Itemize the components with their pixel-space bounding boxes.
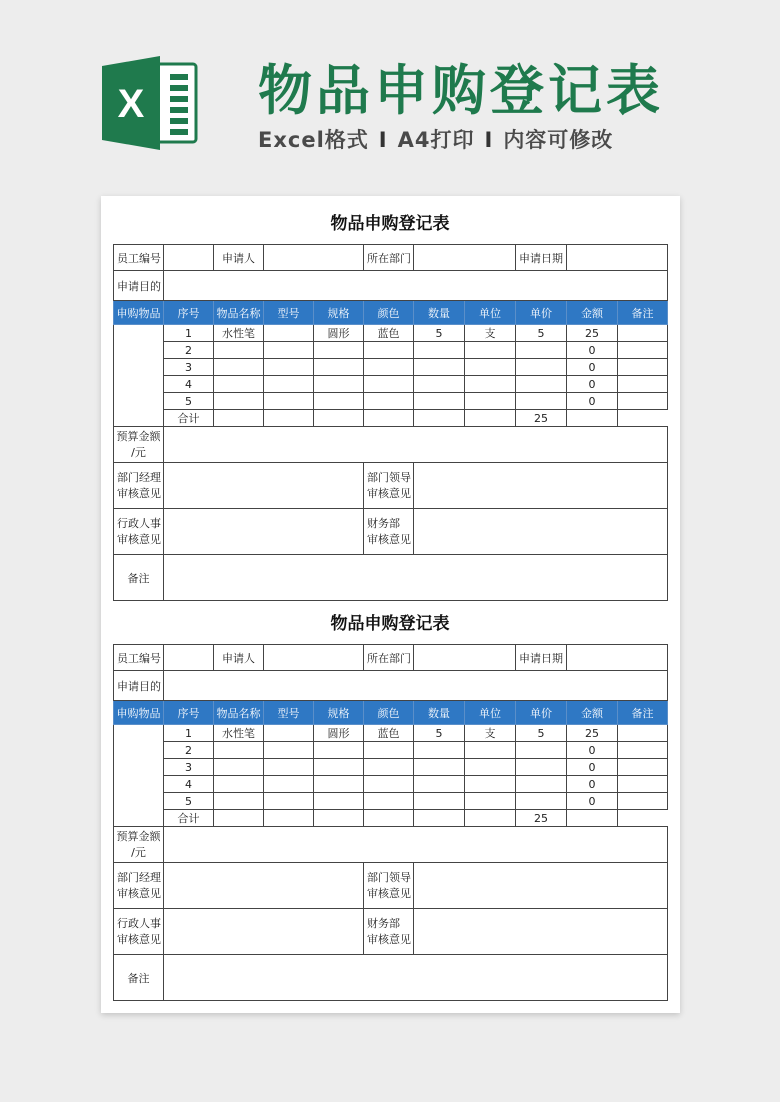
- dept-manager-opinion[interactable]: [164, 863, 364, 909]
- budget-label: 预算金额 /元: [114, 427, 164, 463]
- purpose-label: 申请目的: [114, 271, 164, 301]
- item-unit-cell[interactable]: [465, 393, 516, 410]
- department-field[interactable]: [414, 645, 516, 671]
- item-spec-cell[interactable]: [314, 776, 364, 793]
- apply-date-label: 申请日期: [516, 245, 567, 271]
- item-note-cell[interactable]: [618, 759, 668, 776]
- item-price-cell[interactable]: [516, 359, 567, 376]
- item-model-cell[interactable]: [264, 342, 314, 359]
- column-header: 规格: [314, 701, 364, 725]
- column-header: 序号: [164, 301, 214, 325]
- department-label: 所在部门: [364, 245, 414, 271]
- item-amount-cell: 0: [567, 359, 618, 376]
- item-amount-cell: 0: [567, 793, 618, 810]
- svg-text:X: X: [117, 82, 145, 126]
- item-note-cell[interactable]: [618, 393, 668, 410]
- total-amount: 25: [516, 810, 567, 827]
- total-row: [114, 410, 668, 427]
- item-qty-cell[interactable]: 5: [414, 325, 465, 342]
- column-header: 金额: [567, 301, 618, 325]
- item-spec-cell[interactable]: 圆形: [314, 725, 364, 742]
- item-qty-cell[interactable]: [414, 342, 465, 359]
- item-amount-cell: 0: [567, 759, 618, 776]
- remark-field[interactable]: [164, 555, 668, 601]
- table-row: [114, 376, 668, 393]
- items-label-spacer: [114, 325, 164, 427]
- form-copy-1: [113, 204, 667, 601]
- row-number: 3: [164, 359, 214, 376]
- item-unit-cell[interactable]: 支: [465, 725, 516, 742]
- item-unit-cell[interactable]: [465, 776, 516, 793]
- item-color-cell[interactable]: [364, 742, 414, 759]
- table-row: [114, 342, 668, 359]
- requisition-table: [113, 244, 668, 601]
- item-name-cell[interactable]: [214, 793, 264, 810]
- dept-leader-opinion[interactable]: [414, 463, 668, 509]
- item-model-cell[interactable]: [264, 325, 314, 342]
- column-header: 单价: [516, 701, 567, 725]
- remark-label: 备注: [114, 955, 164, 1001]
- item-color-cell[interactable]: 蓝色: [364, 325, 414, 342]
- item-spec-cell[interactable]: 圆形: [314, 325, 364, 342]
- total-row: [114, 810, 668, 827]
- subtitle: [258, 124, 678, 154]
- column-header: 金额: [567, 701, 618, 725]
- dept-manager-label: 部门经理 审核意见: [114, 463, 164, 509]
- item-qty-cell[interactable]: [414, 376, 465, 393]
- excel-icon: [100, 54, 200, 152]
- applicant-field[interactable]: [264, 245, 364, 271]
- column-header: 单价: [516, 301, 567, 325]
- item-note-cell[interactable]: [618, 776, 668, 793]
- items-label: 申购物品: [114, 301, 164, 325]
- item-name-cell[interactable]: [214, 759, 264, 776]
- finance-label: 财务部 审核意见: [364, 909, 414, 955]
- row-number: 4: [164, 776, 214, 793]
- item-name-cell[interactable]: 水性笔: [214, 325, 264, 342]
- item-name-cell[interactable]: [214, 342, 264, 359]
- finance-opinion[interactable]: [414, 909, 668, 955]
- item-amount-cell: 25: [567, 725, 618, 742]
- item-color-cell[interactable]: [364, 759, 414, 776]
- item-color-cell[interactable]: [364, 793, 414, 810]
- purpose-field[interactable]: [164, 271, 668, 301]
- column-header: 单位: [465, 301, 516, 325]
- dept-manager-opinion[interactable]: [164, 463, 364, 509]
- item-price-cell[interactable]: [516, 342, 567, 359]
- requisition-table: [113, 644, 668, 1001]
- item-color-cell[interactable]: [364, 776, 414, 793]
- item-price-cell[interactable]: [516, 393, 567, 410]
- admin-hr-opinion[interactable]: [164, 509, 364, 555]
- item-amount-cell: 0: [567, 393, 618, 410]
- column-header: 备注: [618, 701, 668, 725]
- remark-field[interactable]: [164, 955, 668, 1001]
- item-price-cell[interactable]: [516, 742, 567, 759]
- item-model-cell[interactable]: [264, 376, 314, 393]
- applicant-field[interactable]: [264, 645, 364, 671]
- total-label: 合计: [164, 810, 214, 827]
- item-model-cell[interactable]: [264, 776, 314, 793]
- table-row: [114, 725, 668, 742]
- item-qty-cell[interactable]: [414, 793, 465, 810]
- header: [0, 0, 780, 190]
- column-header: 数量: [414, 701, 465, 725]
- item-color-cell[interactable]: [364, 393, 414, 410]
- budget-label: 预算金额 /元: [114, 827, 164, 863]
- item-price-cell[interactable]: 5: [516, 325, 567, 342]
- item-model-cell[interactable]: [264, 793, 314, 810]
- item-amount-cell: 25: [567, 325, 618, 342]
- item-unit-cell[interactable]: [465, 359, 516, 376]
- row-number: 4: [164, 376, 214, 393]
- item-qty-cell[interactable]: [414, 759, 465, 776]
- row-number: 3: [164, 759, 214, 776]
- subtitle-separator: I: [378, 128, 388, 152]
- item-note-cell[interactable]: [618, 376, 668, 393]
- purpose-field[interactable]: [164, 671, 668, 701]
- item-amount-cell: 0: [567, 776, 618, 793]
- apply-date-field[interactable]: [567, 645, 668, 671]
- subtitle-format: Excel格式: [258, 128, 369, 152]
- item-name-cell[interactable]: [214, 376, 264, 393]
- applicant-label: 申请人: [214, 645, 264, 671]
- admin-hr-opinion[interactable]: [164, 909, 364, 955]
- department-field[interactable]: [414, 245, 516, 271]
- subtitle-print: A4打印: [397, 128, 475, 152]
- item-unit-cell[interactable]: [465, 342, 516, 359]
- subtitle-separator: I: [484, 128, 494, 152]
- employee-id-label: 员工编号: [114, 245, 164, 271]
- item-color-cell[interactable]: 蓝色: [364, 725, 414, 742]
- item-price-cell[interactable]: [516, 376, 567, 393]
- page-title: 物品申购登记表: [258, 59, 664, 122]
- item-color-cell[interactable]: [364, 376, 414, 393]
- items-label-spacer: [114, 725, 164, 827]
- item-qty-cell[interactable]: [414, 776, 465, 793]
- column-header: 单位: [465, 701, 516, 725]
- dept-manager-label: 部门经理 审核意见: [114, 863, 164, 909]
- form-title: 物品申购登记表: [330, 614, 450, 634]
- item-spec-cell[interactable]: [314, 359, 364, 376]
- item-unit-cell[interactable]: [465, 793, 516, 810]
- item-amount-cell: 0: [567, 376, 618, 393]
- item-amount-cell: 0: [567, 342, 618, 359]
- item-price-cell[interactable]: [516, 759, 567, 776]
- items-header-row: [114, 701, 668, 725]
- employee-id-label: 员工编号: [114, 645, 164, 671]
- item-spec-cell[interactable]: [314, 742, 364, 759]
- row-number: 2: [164, 342, 214, 359]
- column-header: 数量: [414, 301, 465, 325]
- item-qty-cell[interactable]: [414, 359, 465, 376]
- table-row: [114, 359, 668, 376]
- row-number: 2: [164, 742, 214, 759]
- item-qty-cell[interactable]: [414, 742, 465, 759]
- item-model-cell[interactable]: [264, 725, 314, 742]
- item-name-cell[interactable]: 水性笔: [214, 725, 264, 742]
- column-header: 备注: [618, 301, 668, 325]
- item-spec-cell[interactable]: [314, 342, 364, 359]
- table-row: [114, 759, 668, 776]
- column-header: 物品名称: [214, 701, 264, 725]
- purpose-label: 申请目的: [114, 671, 164, 701]
- budget-field[interactable]: [164, 827, 668, 863]
- item-note-cell[interactable]: [618, 742, 668, 759]
- table-row: [114, 793, 668, 810]
- total-label: 合计: [164, 410, 214, 427]
- dept-leader-opinion[interactable]: [414, 863, 668, 909]
- item-note-cell[interactable]: [618, 725, 668, 742]
- total-amount: 25: [516, 410, 567, 427]
- employee-id-field[interactable]: [164, 645, 214, 671]
- apply-date-field[interactable]: [567, 245, 668, 271]
- item-price-cell[interactable]: [516, 793, 567, 810]
- apply-date-label: 申请日期: [516, 645, 567, 671]
- dept-leader-label: 部门领导 审核意见: [364, 463, 414, 509]
- table-row: [114, 393, 668, 410]
- row-number: 5: [164, 393, 214, 410]
- item-model-cell[interactable]: [264, 359, 314, 376]
- row-number: 1: [164, 325, 214, 342]
- form-copy-2: [113, 604, 667, 1001]
- item-spec-cell[interactable]: [314, 793, 364, 810]
- item-model-cell[interactable]: [264, 759, 314, 776]
- finance-label: 财务部 审核意见: [364, 509, 414, 555]
- item-model-cell[interactable]: [264, 742, 314, 759]
- remark-label: 备注: [114, 555, 164, 601]
- item-unit-cell[interactable]: [465, 759, 516, 776]
- item-model-cell[interactable]: [264, 393, 314, 410]
- column-header: 规格: [314, 301, 364, 325]
- item-note-cell[interactable]: [618, 359, 668, 376]
- row-number: 5: [164, 793, 214, 810]
- column-header: 物品名称: [214, 301, 264, 325]
- items-header-row: [114, 301, 668, 325]
- column-header: 颜色: [364, 301, 414, 325]
- column-header: 型号: [264, 301, 314, 325]
- item-name-cell[interactable]: [214, 776, 264, 793]
- item-color-cell[interactable]: [364, 359, 414, 376]
- form-title: 物品申购登记表: [330, 214, 450, 234]
- item-name-cell[interactable]: [214, 742, 264, 759]
- item-qty-cell[interactable]: 5: [414, 725, 465, 742]
- admin-hr-label: 行政人事 审核意见: [114, 509, 164, 555]
- item-note-cell[interactable]: [618, 325, 668, 342]
- column-header: 序号: [164, 701, 214, 725]
- item-spec-cell[interactable]: [314, 393, 364, 410]
- item-spec-cell[interactable]: [314, 759, 364, 776]
- row-number: 1: [164, 725, 214, 742]
- item-amount-cell: 0: [567, 742, 618, 759]
- admin-hr-label: 行政人事 审核意见: [114, 909, 164, 955]
- item-spec-cell[interactable]: [314, 376, 364, 393]
- item-price-cell[interactable]: 5: [516, 725, 567, 742]
- table-row: [114, 776, 668, 793]
- item-price-cell[interactable]: [516, 776, 567, 793]
- item-name-cell[interactable]: [214, 393, 264, 410]
- dept-leader-label: 部门领导 审核意见: [364, 863, 414, 909]
- applicant-label: 申请人: [214, 245, 264, 271]
- column-header: 颜色: [364, 701, 414, 725]
- employee-id-field[interactable]: [164, 245, 214, 271]
- table-row: [114, 325, 668, 342]
- item-unit-cell[interactable]: [465, 742, 516, 759]
- item-note-cell[interactable]: [618, 342, 668, 359]
- item-qty-cell[interactable]: [414, 393, 465, 410]
- item-name-cell[interactable]: [214, 359, 264, 376]
- finance-opinion[interactable]: [414, 509, 668, 555]
- item-unit-cell[interactable]: [465, 376, 516, 393]
- items-label: 申购物品: [114, 701, 164, 725]
- subtitle-editable: 内容可修改: [503, 128, 614, 152]
- item-note-cell[interactable]: [618, 793, 668, 810]
- budget-field[interactable]: [164, 427, 668, 463]
- item-color-cell[interactable]: [364, 342, 414, 359]
- department-label: 所在部门: [364, 645, 414, 671]
- item-unit-cell[interactable]: 支: [465, 325, 516, 342]
- paper-sheet: [101, 196, 680, 1013]
- table-row: [114, 742, 668, 759]
- column-header: 型号: [264, 701, 314, 725]
